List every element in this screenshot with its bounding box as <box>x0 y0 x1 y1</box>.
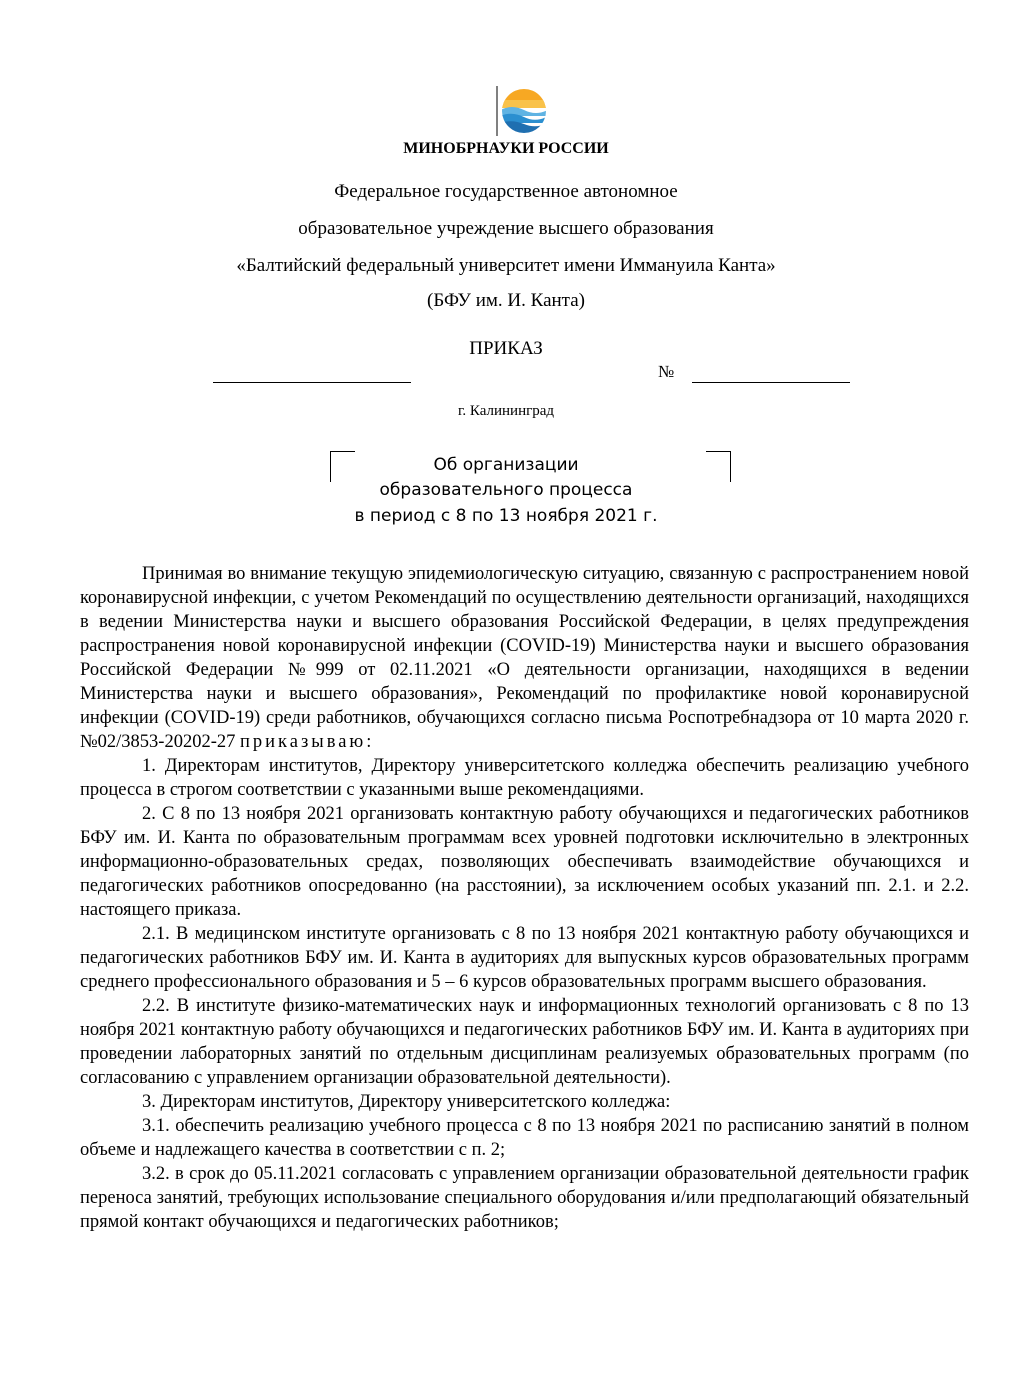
subject-line-3: в период с 8 по 13 ноября 2021 г. <box>354 506 658 526</box>
subject-line-2: образовательного процесса <box>379 480 633 500</box>
order-body <box>80 562 969 1234</box>
item-3: 3. Директорам институтов, Директору университетского колледжа: <box>142 1092 671 1112</box>
item-3-2: 3.2. в срок до 05.11.2021 согласовать с управлением организации образовательной деятельности график переноса занятий, требующих использование специального оборудования и/или предполагающий обязательный прямой контакт обучающихся и педагогических работников; <box>80 1164 969 1232</box>
number-sign: № <box>658 362 675 381</box>
item-2-2: 2.2. В институте физико-математических наук и информационных технологий организовать с 8 по 13 ноября 2021 контактную работу обучающихся и педагогических работников БФУ им. И. Канта в аудиториях при проведении лабораторных занятий по отдельным дисциплинам реализуемых образовательных программ (по согласованию с управлением организации образовательной деятельности). <box>80 996 969 1088</box>
order-title: ПРИКАЗ <box>469 338 543 359</box>
order-word: приказываю: <box>240 732 375 752</box>
org-line-2: образовательное учреждение высшего образования <box>298 218 714 239</box>
date-blank-line <box>213 382 411 383</box>
ministry-name: МИНОБРНАУКИ РОССИИ <box>403 140 609 157</box>
city-label: г. Калининград <box>457 403 555 419</box>
item-2-1: 2.1. В медицинском институте организовать с 8 по 13 ноября 2021 контактную работу обучающихся и педагогических работников БФУ им. И. Канта в аудиториях для выпускных курсов образовательных программ среднего профессионального образования и 5 – 6 курсов образовательных программ высшего образования. <box>80 924 969 992</box>
number-blank-line <box>692 382 850 383</box>
university-logo-icon <box>496 86 550 136</box>
subject-line-1: Об организации <box>433 455 579 475</box>
org-line-1: Федеральное государственное автономное <box>334 181 678 202</box>
org-line-4: (БФУ им. И. Канта) <box>427 290 585 311</box>
item-2: 2. С 8 по 13 ноября 2021 организовать контактную работу обучающихся и педагогических работников БФУ им. И. Канта по образовательным программам всех уровней подготовки исключительно в электронных информационно-образовательных средах, позволяющих обеспечивать взаимодействие обучающихся и педагогических работников опосредованно (на расстоянии), за исключением особых указаний пп. 2.1. и 2.2. настоящего приказа. <box>80 804 969 920</box>
intro-paragraph <box>80 562 969 754</box>
intro-text: Принимая во внимание текущую эпидемиологическую ситуацию, связанную с распространением новой коронавирусной инфекции, с учетом Рекомендаций по осуществлению деятельности организаций, находящихся в ведении Министерства науки и высшего образования Российской Федерации, в целях предупреждения распространения новой коронавирусной инфекции (COVID-19) Министерства науки и высшего образования Российской Федерации №999 от 02.11.2021 «О деятельности организации, находящихся в ведении Министерства науки и высшего образования», Рекомендаций по профилактике новой коронавирусной инфекции (COVID-19) среди работников, обучающихся согласно письма Роспотребнадзора от 10 марта 2020 г. №02/3853-20202-27 <box>80 564 969 752</box>
org-line-3: «Балтийский федеральный университет имени Иммануила Канта» <box>236 255 776 276</box>
item-3-1: 3.1. обеспечить реализацию учебного процесса с 8 по 13 ноября 2021 по расписанию занятий в полном объеме и надлежащего качества в соответствии с п. 2; <box>80 1116 969 1160</box>
item-1: 1. Директорам институтов, Директору университетского колледжа обеспечить реализацию учебного процесса в строгом соответствии с указанными выше рекомендациями. <box>80 756 969 800</box>
